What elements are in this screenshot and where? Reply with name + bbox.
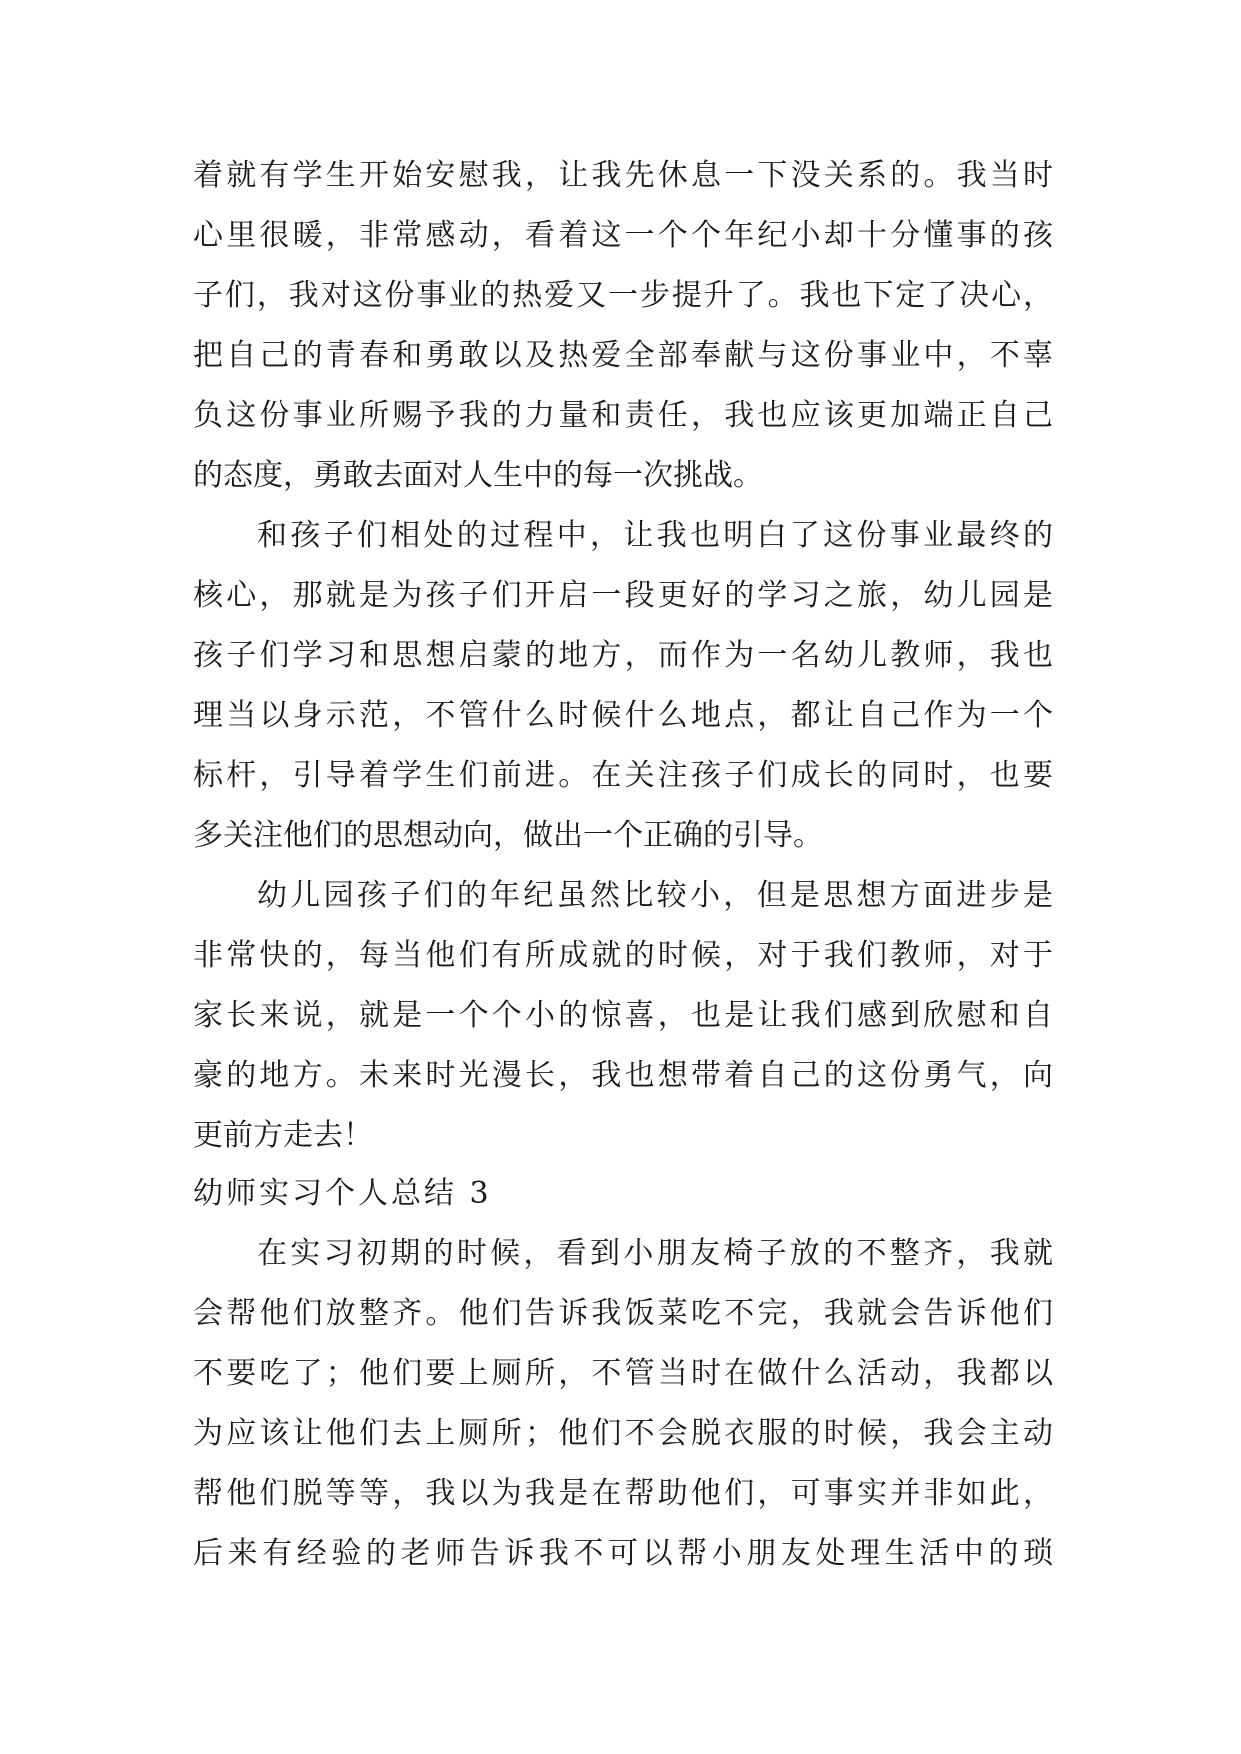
text-line: 着就有学生开始安慰我，让我先休息一下没关系的。我当时 xyxy=(193,158,1053,193)
text-line: 和孩子们相处的过程中，让我也明白了这份事业最终的 xyxy=(257,518,1053,553)
text-line: 会帮他们放整齐。他们告诉我饭菜吃不完，我就会告诉他们 xyxy=(193,1296,1053,1331)
text-line: 不要吃了；他们要上厕所，不管当时在做什么活动，我都以 xyxy=(193,1356,1053,1391)
section-heading: 幼师实习个人总结 3 xyxy=(193,1176,492,1211)
text-line: 帮他们脱等等，我以为我是在帮助他们，可事实并非如此， xyxy=(193,1476,1053,1511)
text-line: 标杆，引导着学生们前进。在关注孩子们成长的同时，也要 xyxy=(193,758,1053,793)
text-line: 后来有经验的老师告诉我不可以帮小朋友处理生活中的琐 xyxy=(193,1536,1053,1571)
text-line: 的态度，勇敢去面对人生中的每一次挑战。 xyxy=(193,458,763,493)
text-line: 负这份事业所赐予我的力量和责任，我也应该更加端正自己 xyxy=(193,398,1053,433)
text-line: 心里很暖，非常感动，看着这一个个年纪小却十分懂事的孩 xyxy=(193,218,1053,253)
text-line: 幼儿园孩子们的年纪虽然比较小，但是思想方面进步是 xyxy=(257,878,1053,913)
text-line: 子们，我对这份事业的热爱又一步提升了。我也下定了决心， xyxy=(193,278,1053,313)
text-line: 把自己的青春和勇敢以及热爱全部奉献与这份事业中，不辜 xyxy=(193,338,1053,373)
text-line: 为应该让他们去上厕所；他们不会脱衣服的时候，我会主动 xyxy=(193,1416,1053,1451)
text-line: 在实习初期的时候，看到小朋友椅子放的不整齐，我就 xyxy=(257,1236,1053,1271)
text-line: 非常快的，每当他们有所成就的时候，对于我们教师，对于 xyxy=(193,938,1053,973)
text-line: 多关注他们的思想动向，做出一个正确的引导。 xyxy=(193,818,823,853)
text-line: 核心，那就是为孩子们开启一段更好的学习之旅，幼儿园是 xyxy=(193,578,1053,613)
text-line: 理当以身示范，不管什么时候什么地点，都让自己作为一个 xyxy=(193,698,1053,733)
text-line: 家长来说，就是一个个小的惊喜，也是让我们感到欣慰和自 xyxy=(193,998,1053,1033)
text-line: 豪的地方。未来时光漫长，我也想带着自己的这份勇气，向 xyxy=(193,1058,1053,1093)
text-line: 更前方走去！ xyxy=(193,1118,373,1153)
text-line: 孩子们学习和思想启蒙的地方，而作为一名幼儿教师，我也 xyxy=(193,638,1053,673)
